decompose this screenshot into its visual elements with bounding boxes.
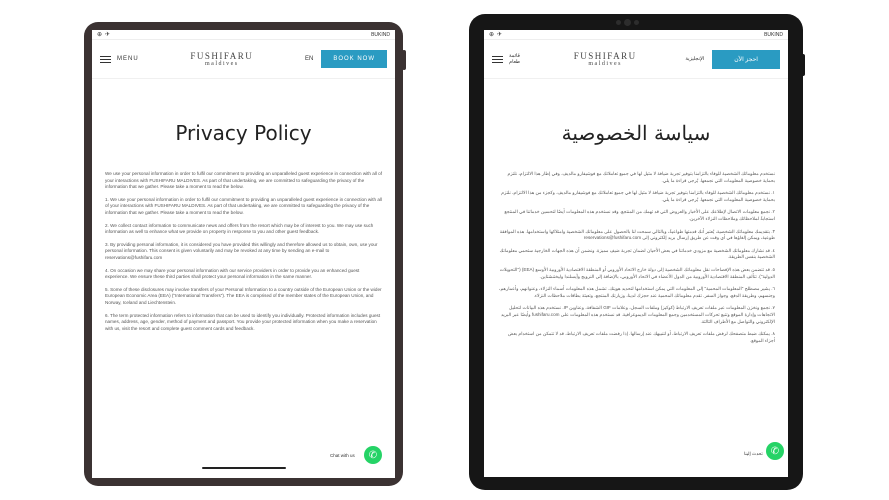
camera-icon (634, 20, 639, 25)
tablet-right (469, 14, 803, 490)
policy-paragraph: 6. The term protected information refers to information that can be used to identify you individually. Protected information includes guest names, address, age, gender, method of payment and passport. You provide your protected information when you make a reservation with us, visit the resort and complete guest comment cards and feedback. (105, 312, 381, 331)
policy-paragraph: We use your personal information in order to fulfil our commitment to providing an unparalleled guest experience in connection with all of your interactions with FUSHIFARU MALDIVES. As part of that undertaking, we are committed to safeguarding the privacy of the information that we gather. Please take a moment to read the below. (105, 171, 382, 190)
page-title: سياسة الخصوصية (561, 121, 711, 145)
policy-paragraph: ٧. نجمع ونخزن المعلومات عبر ملفات تعريف الارتباط (كوكيز) وملفات السجل، وعلامات GIF الشفافة، وعناوين IP. نستخدم هذه البيانات لتحليل الاتجاهات وإدارة الموقع وتتبع تحركات المستخدمين وجمع المعلومات الديموغرافية. قد نستخدم هذه المعلومات على fushifaru.com وأيضًا عبر البريد الإلكتروني والتواصل مع الأطراف الثالثة. (500, 305, 775, 324)
whatsapp-icon[interactable]: ✆ (766, 442, 784, 460)
logo-subtitle: maldives (204, 61, 239, 67)
accessibility-icon[interactable]: ⊕ (489, 31, 495, 38)
accessibility-icon[interactable]: ⊕ (97, 31, 103, 38)
partner-logo: BUKIND (371, 31, 390, 38)
hamburger-icon[interactable] (492, 56, 503, 63)
policy-body (92, 171, 395, 332)
accessibility-bar (484, 30, 788, 40)
policy-paragraph: ٢. نجمع معلومات الاتصال لإطلاعك على الأخبار والعروض التي قد تهمك من المنتجع. وقد نستخدم هذه المعلومات أيضًا لتحسين خدماتنا في المنتجع استجابةً لملاحظاتك وملاحظات النزلاء الآخرين. (504, 209, 775, 221)
policy-paragraph: 2. We collect contact information to communicate news and offers from the resort which may be of interest to you. We may use such information as well to enhance what we provide on property in response to you and other guest feedback. (105, 222, 374, 235)
side-button (801, 54, 805, 76)
hamburger-icon[interactable] (100, 56, 111, 63)
policy-paragraph: 1. We use your personal information in order to fulfil our commitment to providing an unparalleled guest experience in connection with all of your interactions with FUSHIFARU MALDIVES. As part of that undertaking, we are committed to safeguarding the privacy of the information that we gather. Please take a moment to read the below. (105, 196, 382, 215)
policy-paragraph: 5. Some of these disclosures may involve transfers of your Personal Information to a country outside of the European Union or the wider European Economic Area (EEA) ("International Transfers"). The EEA is comprised of the member states of the European Union, and Norway, Iceland and Liechtenstein. (105, 286, 382, 305)
book-now-button[interactable]: احجز الآن (712, 50, 780, 69)
logo-name: FUSHIFARU (573, 51, 637, 61)
partner-logo: BUKIND (764, 31, 783, 38)
policy-body (484, 171, 788, 344)
site-logo[interactable] (574, 51, 637, 67)
page-title: Privacy Policy (175, 121, 312, 145)
policy-paragraph: 3. By providing personal information, it is considered you have provided this willingly and therefore allowed us to obtain, own, use your personal information. This consent is given voluntarily and may be revoked at any time by sending an e-mail to reservations@fushifaru.com (105, 241, 378, 260)
menu-toggle[interactable] (100, 56, 139, 63)
policy-paragraph: ٤. قد نشارك معلوماتك الشخصية مع مزودي خدماتنا في بعض الأحيان لضمان تجربة ضيف مميزة. ونضمن أن هذه الجهات الخارجية ستحمي معلوماتك الشخصية بنفس الطريقة. (499, 247, 775, 260)
plane-icon[interactable]: ✈ (497, 31, 503, 38)
policy-paragraph: نستخدم معلوماتك الشخصية للوفاء بالتزامنا بتوفير تجربة ضيافة لا مثيل لها في جميع تعاملاتك مع فوشيفارو مالديف. وفي إطار هذا الالتزام، نلتزم بحماية خصوصية المعلومات التي نجمعها. يُرجى قراءة ما يلي. (507, 171, 775, 183)
chat-label: Chat with us (330, 453, 355, 458)
plane-icon[interactable]: ✈ (105, 31, 111, 38)
menu-toggle[interactable] (492, 53, 525, 65)
policy-paragraph: ١. نستخدم معلوماتك الشخصية للوفاء بالتزامنا بتوفير تجربة ضيافة لا مثيل لها في جميع تعاملاتك مع فوشيفارو مالديف. وكجزء من هذا الالتزام، نلتزم بحماية خصوصية المعلومات التي نجمعها. يُرجى قراءة ما يلي. (501, 190, 775, 202)
policy-paragraph: ٥. قد تتضمن بعض هذه الإفصاحات نقل معلوماتك الشخصية إلى دولة خارج الاتحاد الأوروبي أو المنطقة الاقتصادية الأوروبية الأوسع (EEA) ("التحويلات الدولية"). تتألف المنطقة الاقتصادية الأوروبية من الدول الأعضاء في الاتحاد الأوروبي، بالإضافة إلى النرويج وآيسلندا وليختنشتاين. (499, 266, 775, 279)
language-switch[interactable]: الإنجليزية (685, 56, 705, 62)
screen-left (92, 30, 395, 478)
logo-subtitle: maldives (588, 61, 623, 67)
logo-name: FUSHIFARU (190, 51, 254, 61)
policy-paragraph: ٨. يمكنك ضبط متصفحك لرفض ملفات تعريف الارتباط، أو لتنبيهك عند إرسالها. إذا رفضت ملفات تعريف الارتباط، قد لا تتمكن من استخدام بعض أجزاء الموقع. (507, 331, 775, 343)
accessibility-bar (92, 30, 395, 40)
policy-paragraph: 4. On occasion we may share your personal information with our service providers in order to provide you an enhanced guest experience. We ensure these third parties shall protect your personal information in the same manner. (105, 267, 360, 280)
policy-paragraph: ٦. يشير مصطلح "المعلومات المحمية" إلى المعلومات التي يمكن استخدامها لتحديد هويتك. تشمل هذه المعلومات أسماء النزلاء، وعنوانهم، وأعمارهم، وجنسهم، وطريقة الدفع، وجواز السفر. تقدم معلوماتك المحمية عند حجزك لدينا، وزيارتك المنتجع، وتعبئة بطاقات ملاحظات النزلاء. (499, 286, 775, 298)
menu-label: MENU (117, 56, 139, 62)
screen-right (484, 30, 788, 477)
menu-label: قائمة طعام (509, 53, 521, 65)
camera-icon (616, 20, 621, 25)
tablet-left (84, 22, 403, 486)
site-logo[interactable] (190, 51, 253, 67)
language-switch[interactable]: EN (304, 56, 314, 62)
home-indicator (202, 467, 286, 469)
chat-label: تحدث إلينا (744, 451, 763, 456)
site-header (92, 40, 395, 79)
camera-icon (624, 19, 631, 26)
site-header (484, 40, 788, 79)
side-button (402, 50, 406, 70)
whatsapp-icon[interactable]: ✆ (364, 446, 382, 464)
policy-paragraph: ٣. بتقديمك معلوماتك الشخصية، يُعتبر أنك قدمتها طواعيةً، وبالتالي سمحت لنا بالحصول على معلوماتك الشخصية وامتلاكها واستخدامها. هذه الموافقة طوعية، ويمكن إلغاؤها في أي وقت عن طريق إرسال بريد إلكتروني إلى reservations@fushifaru.com (499, 228, 775, 241)
book-now-button[interactable]: BOOK NOW (321, 50, 387, 68)
